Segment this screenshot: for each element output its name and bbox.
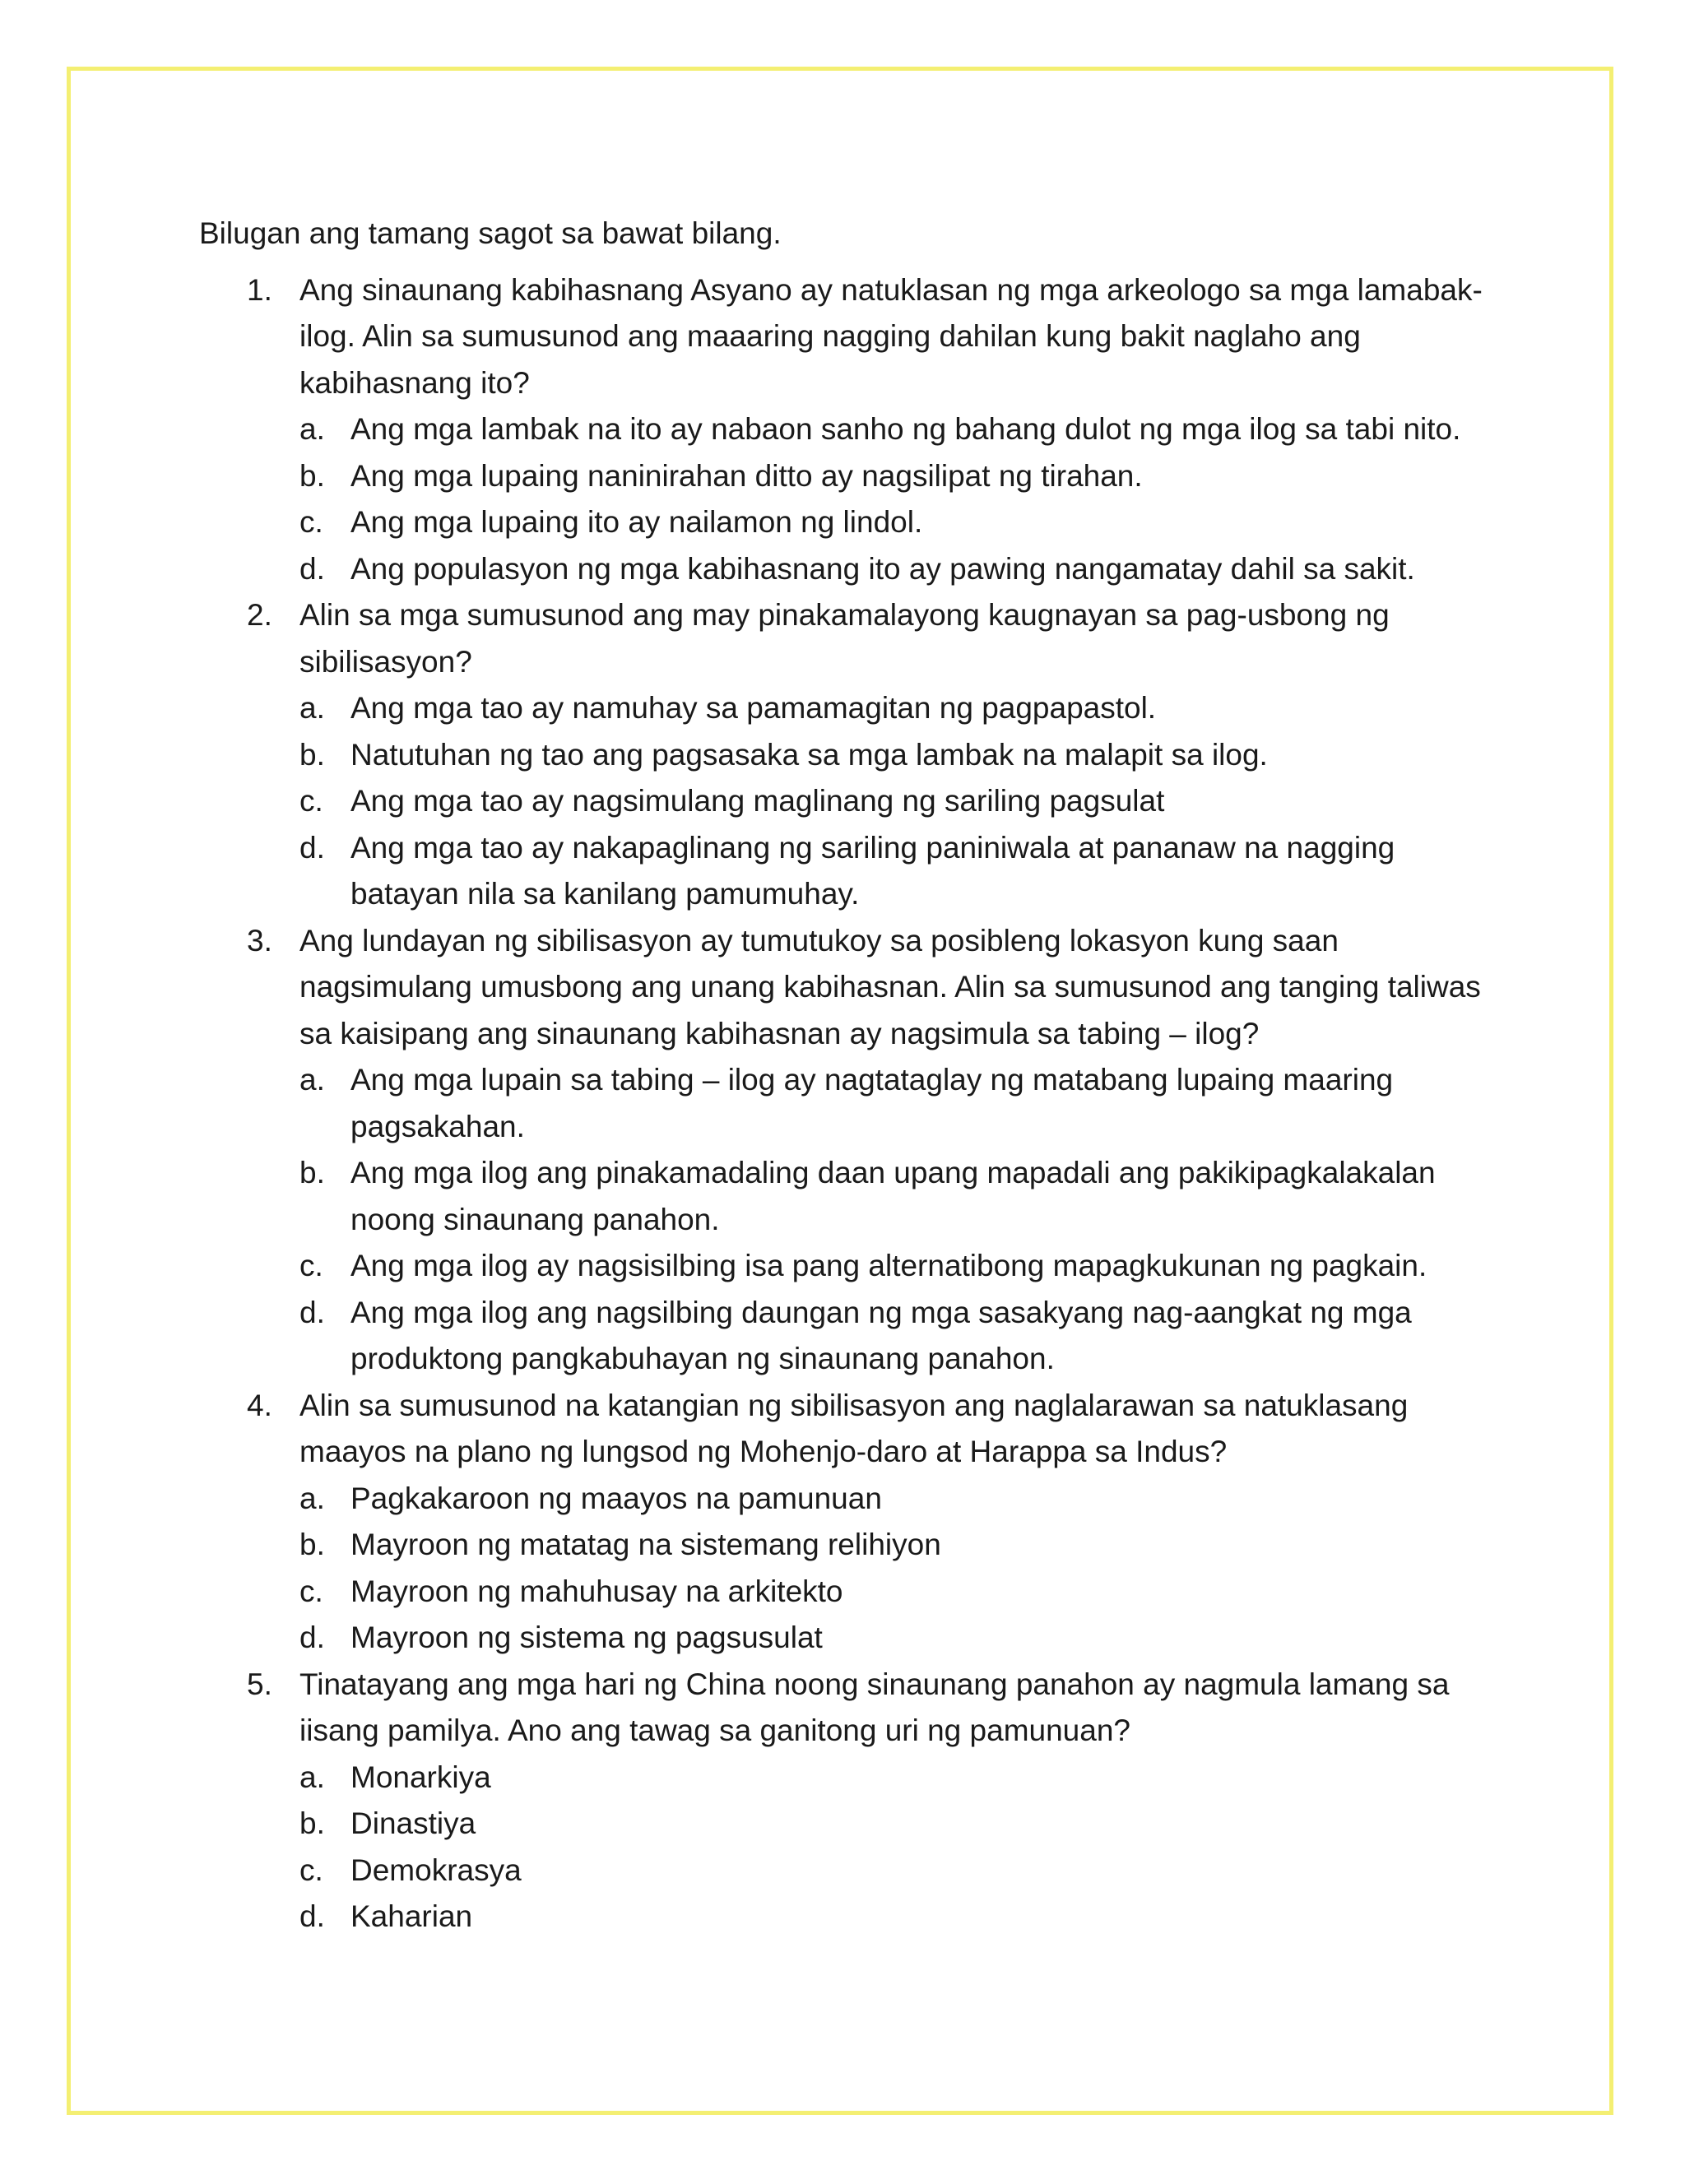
question-2 bbox=[199, 592, 1483, 918]
choice-b[interactable] bbox=[299, 1801, 1483, 1848]
question-stem bbox=[199, 592, 1483, 918]
choice-text: Natutuhan ng tao ang pagsasaka sa mga lambak na malapit sa ilog. bbox=[350, 737, 1268, 772]
choice-letter: d. bbox=[299, 1621, 325, 1654]
question-number: 3. bbox=[247, 923, 272, 958]
question-number: 2. bbox=[247, 598, 272, 632]
choice-letter: a. bbox=[299, 1481, 325, 1515]
question-text: Alin sa sumusunod na katangian ng sibilisasyon ang naglalarawan sa natuklasang maayos na plano ng lungsod ng Mohenjo-daro at Harappa sa Indus? bbox=[299, 1388, 1409, 1468]
question-1 bbox=[199, 267, 1483, 593]
choice-text: Ang mga tao ay namuhay sa pamamagitan ng pagpapastol. bbox=[350, 691, 1157, 725]
choice-d[interactable] bbox=[299, 1615, 1483, 1662]
question-number: 1. bbox=[247, 272, 272, 307]
choice-c[interactable] bbox=[299, 1848, 1483, 1894]
choice-c[interactable] bbox=[299, 1569, 1483, 1616]
choice-letter: b. bbox=[299, 1156, 325, 1189]
choice-letter: b. bbox=[299, 458, 325, 493]
question-4 bbox=[199, 1383, 1483, 1662]
choice-text: Ang mga lambak na ito ay nabaon sanho ng bahang dulot ng mga ilog sa tabi nito. bbox=[350, 412, 1461, 446]
choice-d[interactable] bbox=[299, 1894, 1483, 1941]
choice-text: Mayroon ng mahuhusay na arkitekto bbox=[350, 1574, 843, 1608]
worksheet bbox=[199, 211, 1483, 1941]
choice-letter: b. bbox=[299, 1528, 325, 1561]
choice-text: Pagkakaroon ng maayos na pamunuan bbox=[350, 1481, 882, 1515]
question-stem bbox=[199, 1662, 1483, 1941]
choice-c[interactable] bbox=[299, 499, 1483, 546]
choice-letter: c. bbox=[299, 505, 323, 539]
choice-a[interactable] bbox=[299, 685, 1483, 732]
choice-c[interactable] bbox=[299, 778, 1483, 825]
choice-text: Ang mga ilog ay nagsisilbing isa pang alternatibong mapagkukunan ng pagkain. bbox=[350, 1249, 1427, 1282]
choice-letter: d. bbox=[299, 830, 325, 865]
choice-letter: d. bbox=[299, 1899, 325, 1933]
question-text: Ang sinaunang kabihasnang Asyano ay natuklasan ng mga arkeologo sa mga lamabak-ilog. Alin sa sumusunod ang maaaring nagging dahilan kung bakit naglaho ang kabihasnang ito? bbox=[299, 272, 1483, 400]
question-text: Tinatayang ang mga hari ng China noong sinaunang panahon ay nagmula lamang sa iisang pamilya. Ano ang tawag sa ganitong uri ng pamunuan? bbox=[299, 1667, 1450, 1747]
choice-letter: b. bbox=[299, 737, 325, 772]
choice-text: Ang mga lupain sa tabing – ilog ay nagtataglay ng matabang lupaing maaring pagsakahan. bbox=[350, 1063, 1394, 1143]
choice-b[interactable] bbox=[299, 453, 1483, 500]
choice-d[interactable] bbox=[299, 1290, 1483, 1383]
choice-b[interactable] bbox=[299, 1150, 1483, 1243]
choice-letter: b. bbox=[299, 1806, 325, 1840]
question-stem bbox=[199, 918, 1483, 1383]
choice-letter: a. bbox=[299, 412, 325, 446]
question-3 bbox=[199, 918, 1483, 1383]
choice-a[interactable] bbox=[299, 1057, 1483, 1150]
question-stem bbox=[199, 1383, 1483, 1662]
choice-text: Mayroon ng sistema ng pagsusulat bbox=[350, 1621, 823, 1654]
choice-a[interactable] bbox=[299, 1755, 1483, 1801]
choice-b[interactable] bbox=[299, 1522, 1483, 1569]
choice-a[interactable] bbox=[299, 406, 1483, 453]
choice-text: Ang mga ilog ang pinakamadaling daan upang mapadali ang pakikipagkalakalan noong sinaunang panahon. bbox=[350, 1156, 1436, 1236]
choice-d[interactable] bbox=[299, 825, 1483, 918]
question-stem bbox=[199, 267, 1483, 593]
question-number: 4. bbox=[247, 1388, 272, 1422]
choice-text: Ang mga lupaing ito ay nailamon ng lindol. bbox=[350, 505, 923, 539]
question-text: Ang lundayan ng sibilisasyon ay tumutukoy sa posibleng lokasyon kung saan nagsimulang umusbong ang unang kabihasnan. Alin sa sumusunod ang tanging taliwas sa kaisipang ang sinaunang kabihasnan ay nagsimula sa tabing – ilog? bbox=[299, 923, 1481, 1050]
choice-letter: c. bbox=[299, 1249, 323, 1282]
choice-text: Ang populasyon ng mga kabihasnang ito ay pawing nangamatay dahil sa sakit. bbox=[350, 551, 1415, 586]
choice-letter: a. bbox=[299, 1063, 325, 1097]
choice-b[interactable] bbox=[299, 732, 1483, 779]
choice-letter: c. bbox=[299, 1852, 323, 1887]
question-5 bbox=[199, 1662, 1483, 1941]
choice-text: Ang mga lupaing naninirahan ditto ay nagsilipat ng tirahan. bbox=[350, 458, 1143, 493]
choice-text: Monarkiya bbox=[350, 1760, 491, 1794]
choice-text: Ang mga ilog ang nagsilbing daungan ng mga sasakyang nag-aangkat ng mga produktong pangkabuhayan ng sinaunang panahon. bbox=[350, 1295, 1412, 1375]
choice-letter: d. bbox=[299, 551, 325, 586]
choice-text: Demokrasya bbox=[350, 1852, 522, 1887]
choice-text: Ang mga tao ay nakapaglinang ng sariling paniniwala at pananaw na nagging batayan nila sa kanilang pamumuhay. bbox=[350, 830, 1395, 911]
choice-letter: a. bbox=[299, 691, 325, 725]
choice-letter: a. bbox=[299, 1760, 325, 1794]
choice-text: Mayroon ng matatag na sistemang relihiyon bbox=[350, 1528, 941, 1561]
question-number: 5. bbox=[247, 1667, 272, 1701]
choice-text: Dinastiya bbox=[350, 1806, 476, 1840]
choice-letter: c. bbox=[299, 784, 323, 818]
choice-text: Kaharian bbox=[350, 1899, 473, 1933]
choice-c[interactable] bbox=[299, 1243, 1483, 1290]
choice-text: Ang mga tao ay nagsimulang maglinang ng sariling pagsulat bbox=[350, 784, 1165, 818]
choice-letter: d. bbox=[299, 1295, 325, 1329]
choice-letter: c. bbox=[299, 1574, 323, 1608]
choice-d[interactable] bbox=[299, 546, 1483, 593]
instruction-text: Bilugan ang tamang sagot sa bawat bilang. bbox=[199, 216, 782, 250]
choice-a[interactable] bbox=[299, 1476, 1483, 1523]
question-text: Alin sa mga sumusunod ang may pinakamalayong kaugnayan sa pag-usbong ng sibilisasyon? bbox=[299, 598, 1390, 679]
